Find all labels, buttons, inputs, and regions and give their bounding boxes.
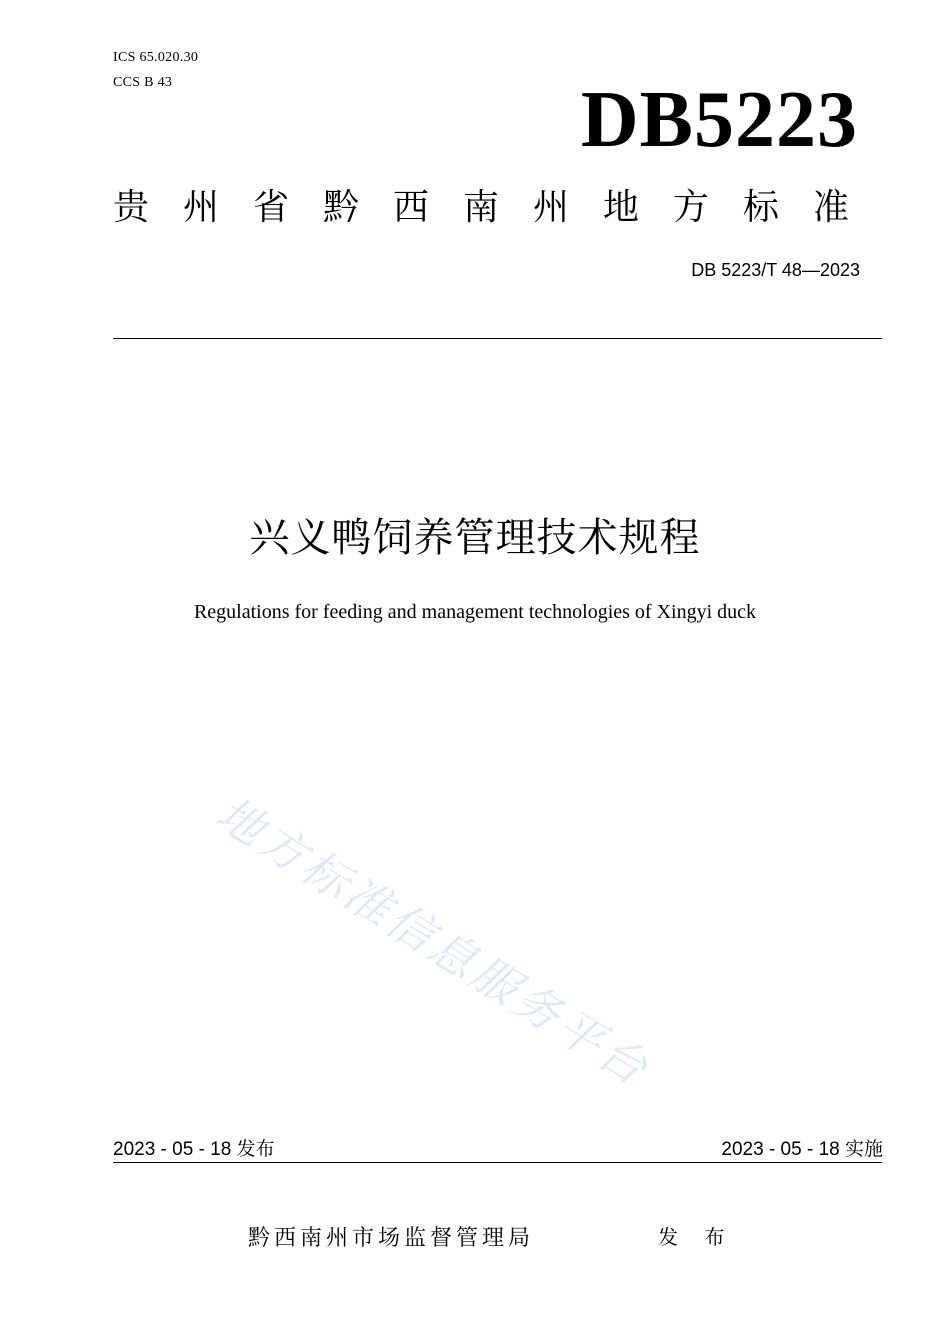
header-divider (113, 338, 882, 339)
document-title-english: Regulations for feeding and management technologies of Xingyi duck (193, 601, 757, 623)
ics-code: ICS 65.020.30 (113, 50, 199, 65)
implementation-date: 2023 - 05 - 18 实施 (721, 1139, 883, 1160)
db-standard-code: DB5223 (580, 76, 858, 164)
ccs-code: CCS B 43 (113, 75, 173, 90)
watermark: 地方标准信息服务平台 (206, 786, 660, 1097)
publisher-name: 黔西南州市场监督管理局 (248, 1226, 535, 1251)
publish-label: 发 布 (658, 1225, 735, 1249)
document-title-chinese: 兴义鸭饲养管理技术规程 (249, 515, 701, 561)
release-date: 2023 - 05 - 18 发布 (113, 1139, 275, 1160)
footer-divider (113, 1162, 882, 1163)
standard-number: DB 5223/T 48—2023 (691, 260, 860, 280)
standard-category-title: 贵州省黔西南州地方标准 (113, 187, 884, 228)
